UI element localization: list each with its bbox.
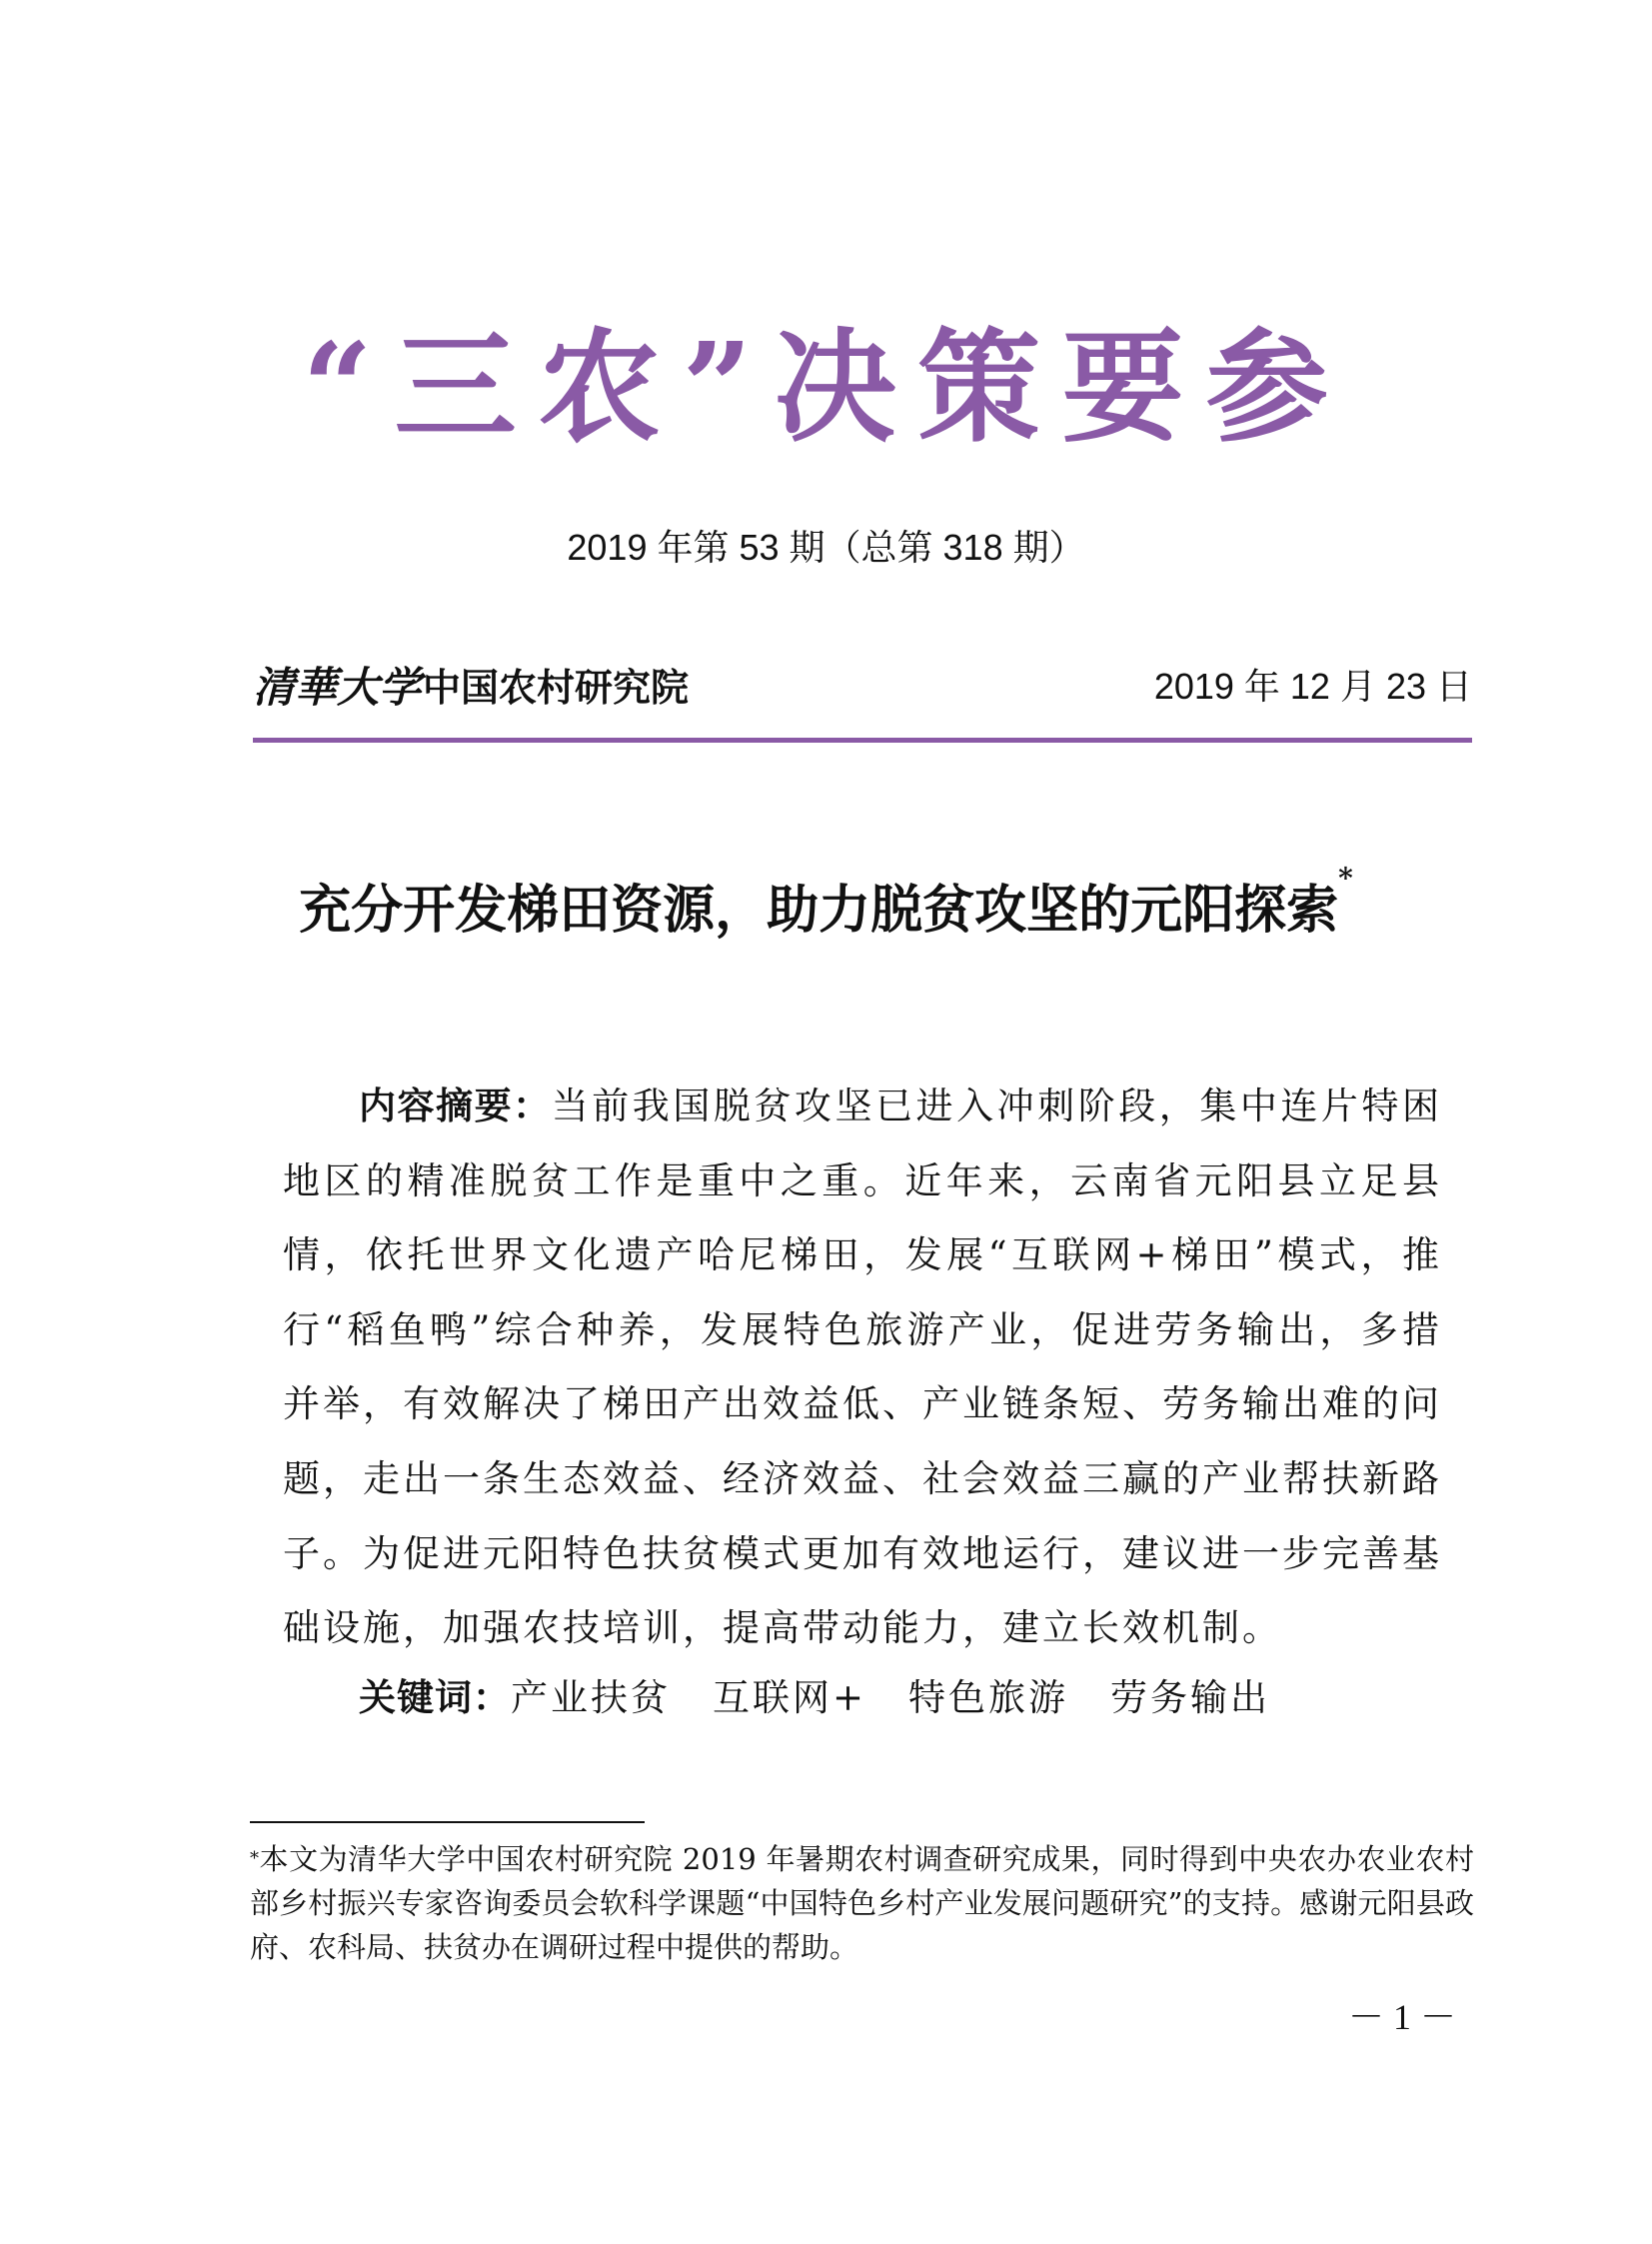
header-divider <box>253 738 1472 743</box>
article-title <box>0 862 1652 943</box>
university-logo-text: 清華大学 <box>253 663 422 712</box>
publication-masthead: “三农”决策要参 <box>302 315 1350 459</box>
issue-number: 2019 年第 53 期（总第 318 期） <box>567 527 1085 568</box>
footnote-mark: * <box>250 1848 259 1869</box>
publication-date: 2019 年 12 月 23 日 <box>1153 666 1472 707</box>
keyword-item: 特色旅游 <box>908 1676 1069 1719</box>
article-title-text: 充分开发梯田资源，助力脱贫攻坚的元阳探索 <box>299 880 1339 941</box>
keyword-item: 产业扶贫 <box>511 1676 671 1719</box>
footnote-text: 本文为清华大学中国农村研究院 2019 年暑期农村调查研究成果，同时得到中央农办农业农村部乡村振兴专家咨询委员会软科学课题“中国特色乡村产业发展问题研究”的支持。感谢元阳县政府、农科局、扶贫办在调研过程中提供的帮助。 <box>250 1842 1474 1964</box>
page-number: － 1 － <box>1347 1997 1456 2037</box>
keywords-line <box>359 1667 1438 1721</box>
institute-name: 中国农村研究院 <box>423 666 690 710</box>
keywords-label: 关键词： <box>359 1676 511 1719</box>
organization-row <box>253 655 1472 715</box>
abstract-paragraph <box>283 1070 1442 1666</box>
keyword-item: 互联网+ <box>713 1676 867 1719</box>
title-footnote-mark: * <box>1338 862 1353 895</box>
footnote <box>250 1837 1474 1969</box>
abstract-text: 当前我国脱贫攻坚已进入冲刺阶段，集中连片特困地区的精准脱贫工作是重中之重。近年来，云南省元阳县立足县情，依托世界文化遗产哈尼梯田，发展“互联网+梯田”模式，推行“稻鱼鸭”综合种养，发展特色旅游产业，促进劳务输出，多措并举，有效解决了梯田产出效益低、产业链条短、劳务输出难的问题，走出一条生态效益、经济效益、社会效益三赢的产业帮扶新路子。为促进元阳特色扶贫模式更加有效地运行，建议进一步完善基础设施，加强农技培训，提高带动能力，建立长效机制。 <box>283 1085 1443 1650</box>
keyword-item: 劳务输出 <box>1110 1676 1271 1719</box>
footnote-divider <box>250 1821 645 1823</box>
abstract-label: 内容摘要： <box>359 1085 552 1127</box>
